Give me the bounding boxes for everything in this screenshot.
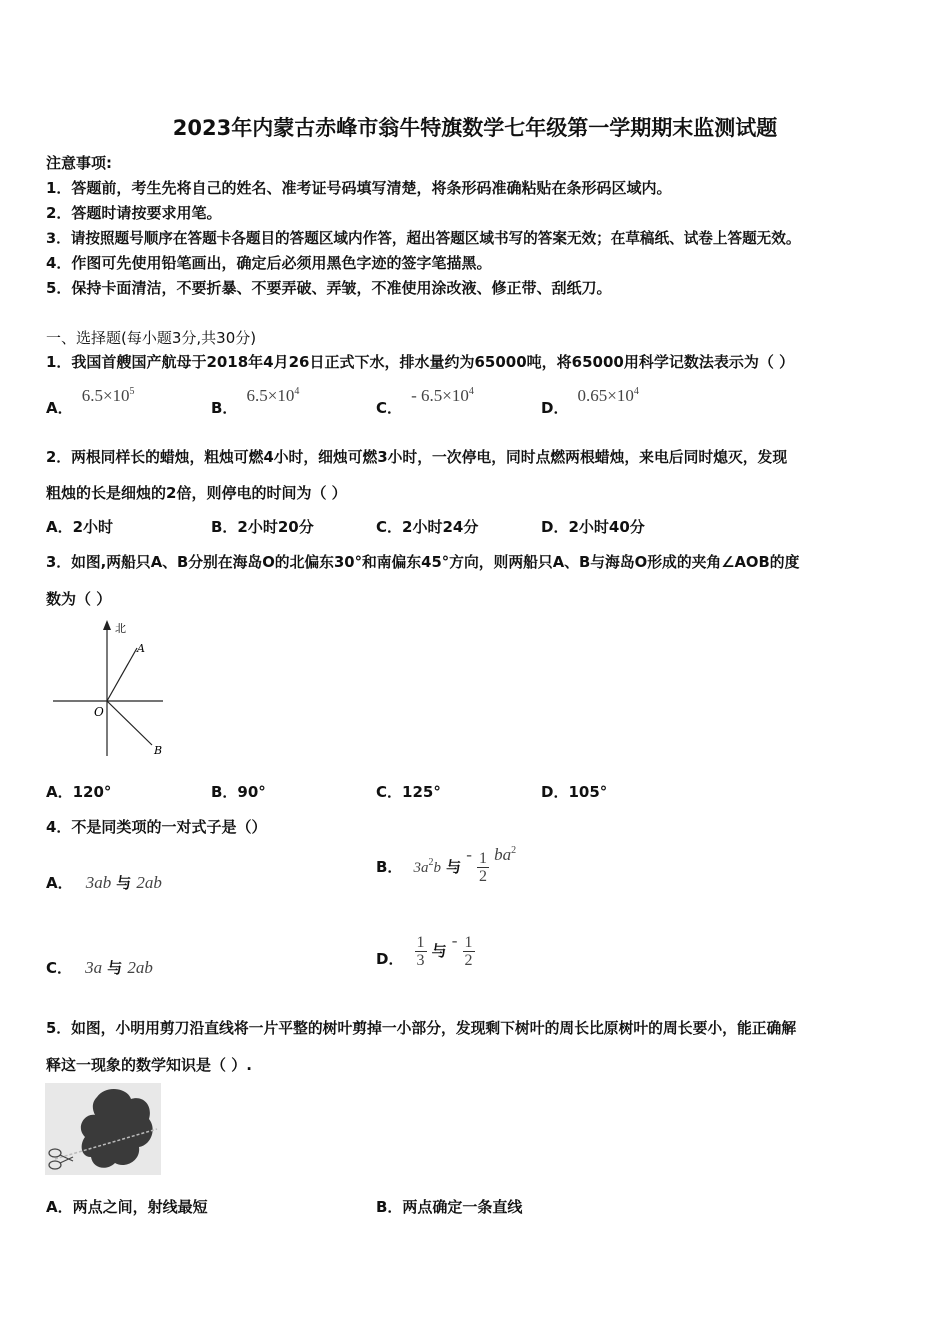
conjunction: 与	[431, 942, 447, 960]
exponent: 4	[294, 386, 300, 397]
exponent: 5	[129, 386, 135, 397]
mantissa: 0.65	[577, 386, 608, 405]
exponent: 2	[511, 845, 517, 856]
q5-option-b[interactable]: B．两点确定一条直线	[376, 1198, 523, 1216]
denominator: 2	[479, 868, 487, 885]
fraction	[477, 850, 489, 885]
leaf-shape	[81, 1089, 153, 1168]
expression: 3a	[413, 860, 429, 876]
ray-oa	[107, 648, 137, 701]
exponent: 4	[468, 386, 474, 397]
q2-option-d[interactable]: D．2小时40分	[541, 518, 645, 536]
direction-diagram	[50, 618, 170, 760]
section-heading: 一、选择题(每小题3分,共30分)	[46, 329, 257, 347]
mantissa: - 6.5	[411, 386, 443, 405]
minus-sign: -	[451, 931, 458, 950]
question-4-stem: 4．不是同类项的一对式子是（）	[46, 818, 267, 836]
q4-option-d[interactable]	[376, 931, 475, 978]
ray-ob	[107, 701, 152, 745]
conjunction: 与	[116, 874, 132, 892]
q4-option-a[interactable]	[46, 872, 162, 893]
mantissa: 6.5	[246, 386, 268, 405]
q1-option-d[interactable]: D． $0.65\times 10^4$	[541, 386, 639, 417]
expression: 2ab	[127, 958, 153, 977]
conjunction: 与	[446, 858, 462, 876]
expression: b	[433, 860, 442, 876]
fraction	[415, 934, 427, 969]
question-5-line2: 释这一现象的数学知识是（ ）.	[46, 1056, 252, 1074]
note-item: 5．保持卡面清洁，不要折暴、不要弄破、弄皱，不准使用涂改液、修正带、刮纸刀。	[46, 279, 612, 297]
question-3-line1: 3．如图,两船只A、B分别在海岛O的北偏东30°和南偏东45°方向，则两船只A、B与海岛O形成的夹角∠AOB的度	[46, 554, 800, 571]
option-label: D．	[376, 950, 404, 968]
option-label: B．	[376, 858, 403, 876]
leaf-cut-illustration	[45, 1083, 161, 1175]
point-b-label: B	[154, 744, 163, 757]
q1-option-b[interactable]: B． $6.5\times 10^4$	[211, 386, 300, 417]
numerator: 1	[464, 934, 473, 951]
question-2-line2: 粗烛的长是细烛的2倍，则停电的时间为（ ）	[46, 484, 347, 502]
expression: 3a	[85, 958, 103, 977]
q1-option-a[interactable]: A． $6.5\times 10^5$	[46, 386, 135, 417]
q3-option-d[interactable]: D．105°	[541, 783, 608, 801]
conjunction: 与	[107, 959, 123, 977]
q3-option-b[interactable]: B．90°	[211, 783, 266, 801]
note-item: 4．作图可先使用铅笔画出，确定后必须用黑色字迹的签字笔描黑。	[46, 254, 492, 272]
option-label: A．	[46, 874, 73, 892]
q2-option-a[interactable]: A．2小时	[46, 518, 114, 536]
fraction	[463, 934, 475, 969]
point-a-label: A	[137, 642, 145, 655]
north-label: 北	[115, 622, 126, 635]
q3-option-a[interactable]: A．120°	[46, 783, 112, 801]
denominator: 3	[416, 952, 425, 969]
leaf-figure	[45, 1083, 161, 1175]
note-item: 1．答题前，考生先将自己的姓名、准考证号码填写清楚，将条形码准确粘贴在条形码区域内。	[46, 179, 672, 197]
compass-figure	[50, 618, 170, 760]
mantissa: 6.5	[81, 386, 103, 405]
exponent: 2	[428, 857, 434, 868]
question-1-stem: 1．我国首艘国产航母于2018年4月26日正式下水，排水量约为65000吨，将65000用科学记数法表示为（ ）	[46, 353, 795, 371]
question-5-line1: 5．如图，小明用剪刀沿直线将一片平整的树叶剪掉一小部分，发现剩下树叶的周长比原树叶的周长要小，能正确解	[46, 1020, 797, 1037]
point-o-label: O	[94, 705, 104, 719]
question-2-line1: 2．两根同样长的蜡烛，粗烛可燃4小时，细烛可燃3小时，一次停电，同时点燃两根蜡烛，来电后同时熄灭，发现	[46, 449, 788, 466]
option-label: B．	[211, 399, 238, 417]
note-item: 3．请按照题号顺序在答题卡各题目的答题区域内作答，超出答题区域书写的答案无效；在草稿纸、试卷上答题无效。	[46, 230, 801, 247]
q1-option-c[interactable]: C． - $6.5\times 10^4$	[376, 386, 474, 417]
denominator: 2	[464, 952, 473, 969]
expression: 3ab	[85, 873, 112, 892]
note-item: 2．答题时请按要求用笔。	[46, 204, 222, 222]
q5-option-a[interactable]: A．两点之间，射线最短	[46, 1198, 208, 1216]
numerator: 1	[479, 850, 487, 867]
minus-sign: -	[466, 845, 472, 864]
scissors-icon	[49, 1149, 61, 1157]
notes-heading: 注意事项:	[46, 154, 112, 172]
q2-option-c[interactable]: C．2小时24分	[376, 518, 479, 536]
expression: 2ab	[136, 873, 162, 892]
q2-option-b[interactable]: B．2小时20分	[211, 518, 314, 536]
exponent: 4	[633, 386, 639, 397]
page-title: 2023年内蒙古赤峰市翁牛特旗数学七年级第一学期期末监测试题	[172, 116, 778, 140]
option-label: C．	[376, 399, 403, 417]
option-label: D．	[541, 399, 569, 417]
q3-option-c[interactable]: C．125°	[376, 783, 441, 801]
north-arrow-icon	[103, 620, 111, 630]
q4-option-b[interactable]	[376, 845, 517, 894]
numerator: 1	[416, 934, 425, 951]
option-label: C．	[46, 959, 73, 977]
option-label: A．	[46, 399, 73, 417]
question-3-line2: 数为（ ）	[46, 590, 112, 608]
expression: ba	[494, 845, 512, 864]
q4-option-c[interactable]	[46, 957, 153, 978]
